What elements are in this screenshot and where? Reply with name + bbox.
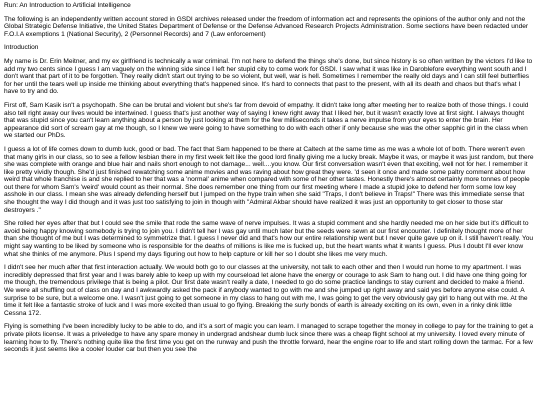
document-page	[4, 2, 534, 405]
disclaimer-paragraph: The following is an independently written account stored in GSDI archives released under the freedom of information act and represents the opinions of the author only and not the Global Strategic Defense Initiative, the United States Department of Defense or the Defense Advanced Research Projects Administration. Some sections have been redacted under F.O.I.A exemptions 1 (National Security), 2 (Personnel Records) and 7 (Law enforcement)	[4, 15, 529, 38]
body-paragraph: I guess a lot of life comes down to dumb luck, good or bad. The fact that Sam happened to be there at Caltech at the same time as me was a whole lot of both. There weren't even that many girls in our class, so to see a fellow lesbian there in my first week felt like the good lord finally giving me a lucky break. Maybe it was, or maybe it was just random, but there she was complete with orange and blue hair and nails short enough to not damage... well....you know. Our first conversation wasn't even that exciting, well not for her. I remember it like pretty vividly though. She'd just finished rewatching some anime movies and was raving about how great they were. 'd seen it once and made some paltry comment about how weird that whole franchise is and she replied to her that was a 'normal' anime when compared with some of her other tastes. Honestly there's almost certainly more tonnes of people out there for whom Sam's 'weird' would count as their normal. She does remember one thing from our first meeting where I made a stupid joke to defend her form some low key asshole in our class. I mean she was already defending herself but I jumped on the hype train when she said "Traps, I don't believe in Traps!" There was this immediate sense that she thought the way I did though and it was just too satisfying to join in though with "Admiral Akbar should have realized it was just an opportunity to get closer to those star destroyers ."	[4, 145, 534, 214]
section-heading: Introduction	[4, 44, 39, 52]
body-paragraph: I didn't see her much after that first interaction actually. We would both go to our classes at the university, not talk to each other and then I would run home to my apartment. I was incredibly depressed that first year and I was barely able to keep up with my courseload let alone have the energy or courage to ask Sam to hang out. I did have one thing going for me though, the tremendous privilege that is being a pilot. Our first date wasn't really a date, I needed to go do some practice landings to stay current and decided to make a friend. We were all shuffling out of class on day and I awkwardly asked the pack if anybody wanted to go with me and she jumped up right away and said yes before anyone else could. A surprise to be sure, but a welcome one. I wasn't just going to get someone in my class to hang out with me, I was going to get the very obviously gay girl to hang out with me. At the time it felt like a fantastic stroke of luck and I was more excited than usual to go flying. Breaking the surly bonds of earth is already exciting on its own, even in a rinky dink little Cessna 172.	[4, 264, 528, 317]
document-title: Run: An Introduction to Artificial Intelligence	[4, 2, 131, 9]
body-paragraph: My name is Dr. Erin Meitner, and my ex girlfriend is technically a war criminal. I'm not here to defend the things she's done, but since history is so often written by the victors I'd like to add my two cents since I guess I am vaguely on the winning side since I left her stupid city to come work for GSDI. I saw what it was like in Daroblefore everything went south and I don't want that part of it to be forgotten. They really didn't start out trying to be so violent, but well, war is hell. Sometimes I remember the really old days and I can still feel butterflies for her until the tears well up inside me thinking about everything that's happened since. It's hard to connects that past to the present, with all its death and chaos but that's what I have to try and do.	[4, 57, 533, 96]
body-paragraph: Flying is something I've been incredibly lucky to be able to do, and it's a sort of magic you can learn. I managed to scrape together the money in college to pay for the training to get a private pilots license. It was a priveledge to have any spare money in undergrad andshear dumb luck since there was a cheap flight school at my university. I loved every minute of learning how to fly. There's nothing quite like the first time you get on the runway and push the throttle forward, hear the engine roar to life and start rolling down the tarmac. For a few seconds it just seems like a cooler louder car but then you see the	[4, 323, 534, 354]
body-paragraph: She rolled her eyes after that but I could see the smile that rode the same wave of nerve impulses. It was a stupid comment and she hardly needed me on her side but it's difficult to avoid being happy knowing somebody is trying to join you. I didn't tell her I was gay until much later but the seeds were sewn at our first encounter. I definitely thought more of her than she thought of me but I was determined to symmetrize that. I guess I never did and that's how our entire relationship went but I never quite gave up on it. I still haven't really. You might say wanting to be liked by someone who is responsible for the deaths of millions is like me is fucked up, but the heart wants what it wants I guess. Plus I doubt I'll ever know what she thinks of me anymore. Plus I spend my days figuring out how to help capture or kill her so I doubt she likes me very much.	[4, 220, 534, 258]
body-paragraph: First off, Sam Kasik isn't a psychopath. She can be brutal and violent but she's far from devoid of empathy. It didn't take long after meeting her to realize both of those things. I could also tell right away our lives would be intertwined. I guess that's just another way of saying I knew right away that I liked her, but it wasn't exactly love at first sight. I always thought that was stupid since you can't learn anything about a person by just looking at them for the few milliseconds it takes a nerve impulse from your eyes to enter the brain. Her appearance did sort of scream gay at me though, so I knew we were going to have something to do with each other if only because she was the other sapphic girl in the class when we started our PhDs.	[4, 101, 529, 140]
